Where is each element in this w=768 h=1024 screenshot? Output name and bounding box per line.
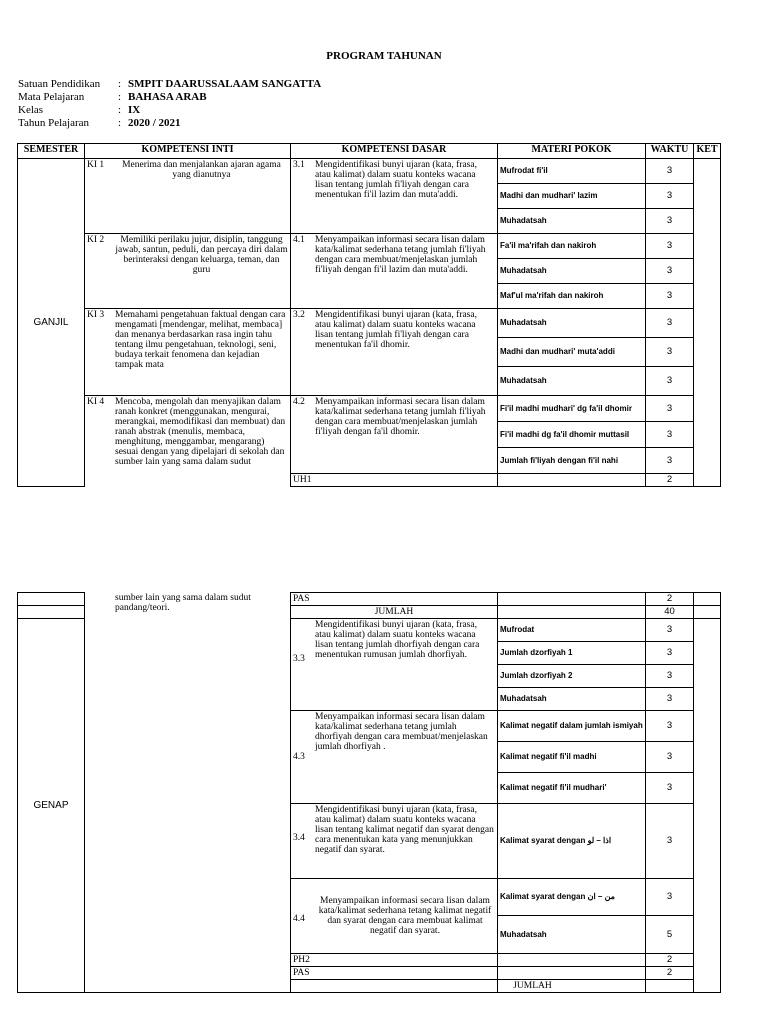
kd-cell	[291, 159, 498, 234]
table-row	[18, 593, 721, 606]
kd-text: Menyampaikan informasi secara lisan dalam kata/kalimat sederhana tetang jumlah dhorfiyah dengan cara membuat/menjelaskan jumlah dhorfiyah .	[315, 712, 488, 752]
kd-text: Menyampaikan informasi secara lisan dalam kata/kalimat sederhana tetang jumlah fi'liyah dengan cara membuat/menjelaskan jumlah fi'liyah dengan fa'il dhomir.	[315, 397, 486, 437]
waktu-cell: 3	[646, 259, 694, 284]
program-table-ganjil	[17, 143, 721, 487]
kd-code: 3.4	[293, 833, 305, 843]
meta-row-mapel	[18, 91, 207, 103]
ki-cell	[85, 309, 291, 396]
ket-cell	[694, 159, 721, 487]
materi-cell	[498, 593, 646, 606]
semester-cell	[291, 980, 498, 993]
materi-cell: Muhadatsah	[498, 309, 646, 338]
ki-code: KI 3	[87, 310, 105, 320]
meta-separator: :	[118, 117, 122, 129]
meta-value: SMPIT DAARUSSALAAM SANGATTA	[128, 78, 322, 90]
table-row	[18, 396, 721, 422]
ket-cell	[694, 619, 721, 993]
kd-code: 3.2	[293, 310, 305, 320]
materi-cell: Muhadatsah	[498, 916, 646, 954]
waktu-cell: 3	[646, 773, 694, 804]
waktu-total: 40	[646, 606, 694, 619]
kd-cell	[291, 711, 498, 804]
kd-text: Mengidentifikasi bunyi ujaran (kata, frasa, atau kalimat) dalam suatu konteks wacana lisan tentang jumlah fi'liyah dengan cara menentukan fa'il dhomir.	[315, 310, 477, 350]
materi-cell: Fi'il madhi dg fa'il dhomir muttasil	[498, 422, 646, 448]
kd-cell	[291, 879, 498, 954]
kd-code: 4.1	[293, 235, 305, 245]
materi-cell: Muhadatsah	[498, 209, 646, 234]
header-waktu: WAKTU	[646, 144, 694, 159]
ki-text: Memiliki perilaku jujur, disiplin, tanggung jawab, santun, peduli, dan percaya diri dalam berinteraksi dengan keluarga, teman, dan guru	[115, 235, 288, 275]
kd-code: 4.3	[293, 752, 305, 762]
table-row	[18, 234, 721, 259]
pas-label: PAS	[291, 967, 498, 980]
materi-cell: Jumlah dzorfiyah 1	[498, 642, 646, 665]
materi-cell: Jumlah fi'liyah dengan fi'il nahi	[498, 448, 646, 474]
materi-cell	[498, 606, 646, 619]
kd-text: Mengidentifikasi bunyi ujaran (kata, frasa, atau kalimat) dalam suatu konteks wacana lisan tentang jumlah dhorfiyah dengan cara menentukan rumusan jumlah dhorfiyah.	[315, 620, 480, 660]
ph2-label: PH2	[291, 954, 498, 967]
kd-text: Menyampaikan informasi secara lisan dalam kata/kalimat sederhana tetang kalimat negatif dan syarat dengan cara membuat kalimat negatif dan syarat.	[318, 896, 492, 936]
kd-code: 3.3	[293, 654, 305, 664]
materi-cell	[498, 967, 646, 980]
kd-cell	[291, 234, 498, 309]
materi-cell: Fa'il ma'rifah dan nakiroh	[498, 234, 646, 259]
kd-cell	[291, 309, 498, 396]
table-row	[18, 309, 721, 338]
waktu-cell: 3	[646, 184, 694, 209]
waktu-cell: 3	[646, 804, 694, 879]
kd-text: Menyampaikan informasi secara lisan dalam kata/kalimat sederhana tetang jumlah fi'liyah dengan cara membuat/menjelaskan jumlah fi'liyah dengan fi'il lazim dan muta'addi.	[315, 235, 486, 275]
kd-code: 3.1	[293, 160, 305, 170]
ket-cell	[694, 606, 721, 619]
header-ket: KET	[694, 144, 721, 159]
ki-text: Menerima dan menjalankan ajaran agama yang dianutnya	[122, 160, 281, 180]
waktu-cell: 2	[646, 954, 694, 967]
waktu-cell: 3	[646, 742, 694, 773]
waktu-cell: 3	[646, 422, 694, 448]
ki-code: KI 4	[87, 397, 105, 407]
meta-row-satuan	[18, 78, 321, 90]
meta-separator: :	[118, 91, 122, 103]
waktu-cell: 3	[646, 209, 694, 234]
document-title: PROGRAM TAHUNAN	[326, 50, 442, 62]
materi-cell: Kalimat negatif dalam jumlah ismiyah	[498, 711, 646, 742]
waktu-cell: 3	[646, 396, 694, 422]
table-header-row	[18, 144, 721, 159]
semester-cell	[18, 606, 85, 619]
jumlah-label: JUMLAH	[291, 606, 498, 619]
materi-cell	[498, 474, 646, 487]
ki-code: KI 2	[87, 235, 105, 245]
meta-row-kelas	[18, 104, 140, 116]
waktu-cell: 3	[646, 711, 694, 742]
materi-cell: Muhadatsah	[498, 367, 646, 396]
materi-cell: Jumlah dzorfiyah 2	[498, 665, 646, 688]
meta-separator: :	[118, 78, 122, 90]
kd-code: 4.4	[293, 914, 305, 924]
waktu-cell: 3	[646, 284, 694, 309]
meta-label: Satuan Pendidikan	[18, 78, 101, 90]
waktu-cell: 2	[646, 967, 694, 980]
meta-value: BAHASA ARAB	[128, 91, 207, 103]
semester-ganjil: GANJIL	[18, 159, 85, 487]
materi-cell: Madhi dan mudhari' lazim	[498, 184, 646, 209]
header-semester: SEMESTER	[18, 144, 85, 159]
waktu-cell: 2	[646, 474, 694, 487]
jumlah-label: JUMLAH	[498, 980, 646, 993]
ki-text: Memahami pengetahuan faktual dengan cara mengamati [mendengar, melihat, membaca] dan menanya berdasarkan rasa ingin tahu tentang ilmu pengetahuan, teknologi, seni, budaya terkait fenomena dan kejadian tampak mata	[115, 310, 286, 370]
meta-value: 2020 / 2021	[128, 117, 181, 129]
ki-cell	[85, 593, 291, 993]
waktu-cell: 3	[646, 338, 694, 367]
kd-code: 4.2	[293, 397, 305, 407]
materi-cell	[498, 954, 646, 967]
kd-cell	[291, 619, 498, 711]
meta-label: Kelas	[18, 104, 44, 116]
ki-text-continued: sumber lain yang sama dalam sudut pandang/teori.	[115, 592, 251, 613]
header-ki: KOMPETENSI INTI	[85, 144, 291, 159]
waktu-cell: 3	[646, 448, 694, 474]
ket-cell	[694, 593, 721, 606]
uh1-label: UH1	[291, 474, 498, 487]
kd-text: Mengidentifikasi bunyi ujaran (kata, frasa, atau kalimat) dalam suatu konteks wacana lisan tentang jumlah fi'liyah dengan cara menentukan fi'il lazim dan muta'addi.	[315, 160, 477, 200]
meta-row-tahun	[18, 117, 181, 129]
ki-cell	[85, 396, 291, 487]
header-materi: MATERI POKOK	[498, 144, 646, 159]
materi-cell: Mufrodat fi'il	[498, 159, 646, 184]
materi-cell: Maf'ul ma'rifah dan nakiroh	[498, 284, 646, 309]
ki-code: KI 1	[87, 160, 105, 170]
pas-label: PAS	[291, 593, 498, 606]
meta-separator: :	[118, 104, 122, 116]
kd-cell	[646, 980, 694, 993]
materi-cell: Madhi dan mudhari' muta'addi	[498, 338, 646, 367]
materi-cell: Muhadatsah	[498, 688, 646, 711]
ki-text: Mencoba, mengolah dan menyajikan dalam ranah konkret (menggunakan, mengurai, merangkai, memodifikasi dan membuat) dan ranah abstrak (menulis, membaca, menghitung, menggambar, mengarang) sesuai dengan yang dipelajari di sekolah dan sumber lain yang sama dalam sudut	[115, 397, 286, 467]
materi-cell: Kalimat negatif fi'il mudhari'	[498, 773, 646, 804]
materi-cell: Kalimat syarat dengan من – ان	[498, 879, 646, 916]
waktu-cell: 3	[646, 642, 694, 665]
meta-label: Mata Pelajaran	[18, 91, 85, 103]
waktu-cell: 3	[646, 367, 694, 396]
waktu-cell: 3	[646, 309, 694, 338]
meta-label: Tahun Pelajaran	[18, 117, 90, 129]
waktu-cell: 3	[646, 688, 694, 711]
materi-cell: Kalimat negatif fi'il madhi	[498, 742, 646, 773]
waktu-cell: 3	[646, 665, 694, 688]
waktu-cell: 5	[646, 916, 694, 954]
table-row	[18, 159, 721, 184]
waktu-cell: 3	[646, 879, 694, 916]
kd-cell	[291, 396, 498, 474]
materi-cell: Muhadatsah	[498, 259, 646, 284]
materi-cell: Fi'il madhi mudhari' dg fa'il dhomir	[498, 396, 646, 422]
semester-cell	[18, 593, 85, 606]
kd-cell	[291, 804, 498, 879]
program-table-genap	[17, 592, 721, 993]
waktu-cell: 3	[646, 234, 694, 259]
ki-cell	[85, 234, 291, 309]
waktu-cell: 3	[646, 619, 694, 642]
materi-cell: Mufrodat	[498, 619, 646, 642]
kd-text: Mengidentifikasi bunyi ujaran (kata, frasa, atau kalimat) dalam suatu konteks wacana lisan tentang kalimat negatif dan syarat dengan cara menentukan kata yang menunjukkan negatif dan syarat.	[315, 805, 494, 855]
waktu-cell: 3	[646, 159, 694, 184]
ki-cell	[85, 159, 291, 234]
meta-value: IX	[128, 104, 141, 116]
waktu-cell: 2	[646, 593, 694, 606]
semester-genap: GENAP	[18, 619, 85, 993]
header-kd: KOMPETENSI DASAR	[291, 144, 498, 159]
materi-cell: Kalimat syarat dengan اذا – لو	[498, 804, 646, 879]
